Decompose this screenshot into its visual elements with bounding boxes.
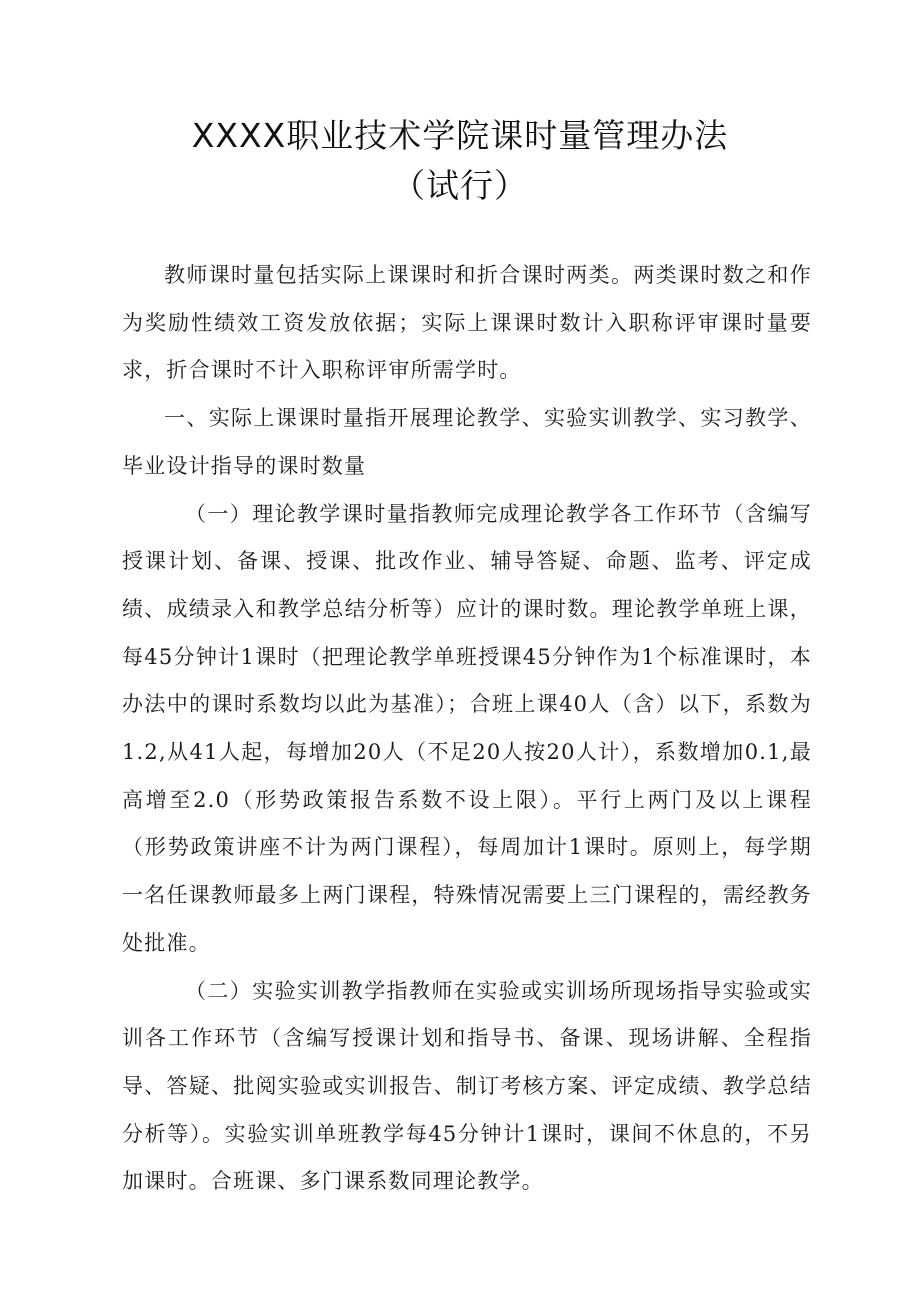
document-subtitle: （试行） <box>392 166 528 205</box>
section-heading-1: 一、实际上课课时量指开展理论教学、实验实训教学、实习教学、毕业设计指导的课时数量 <box>122 406 812 478</box>
intro-paragraph: 教师课时量包括实际上课课时和折合课时两类。两类课时数之和作为奖励性绩效工资发放依据；实际上课课时数计入职称评审课时量要求，折合课时不计入职称评审所需学时。 <box>122 263 812 383</box>
subsection-1-paragraph: （一）理论教学课时量指教师完成理论教学各工作环节（含编写授课计划、备课、授课、批改作业、辅导答疑、命题、监考、评定成绩、成绩录入和教学总结分析等）应计的课时数。理论教学单班上课，每45分钟计1课时（把理论教学单班授课45分钟作为1个标准课时，本办法中的课时系数均以此为基准）；合班上课40人（含）以下，系数为1.2,从41人起，每增加20人（不足20人按20人计），系数增加0.1,最高增至2.0（形势政策报告系数不设上限）。平行上两门及以上课程（形势政策讲座不计为两门课程），每周加计1课时。原则上，每学期一名任课教师最多上两门课程，特殊情况需要上三门课程的，需经教务处批准。 <box>122 501 812 955</box>
document-title: XXXX职业技术学院课时量管理办法 <box>191 116 729 155</box>
document-body <box>122 252 812 1206</box>
subsection-2-paragraph: （二）实验实训教学指教师在实验或实训场所现场指导实验或实训各工作环节（含编写授课计划和指导书、备课、现场讲解、全程指导、答疑、批阅实验或实训报告、制订考核方案、评定成绩、教学总结分析等）。实验实训单班教学每45分钟计1课时，课间不休息的，不另加课时。合班课、多门课系数同理论教学。 <box>122 978 812 1194</box>
